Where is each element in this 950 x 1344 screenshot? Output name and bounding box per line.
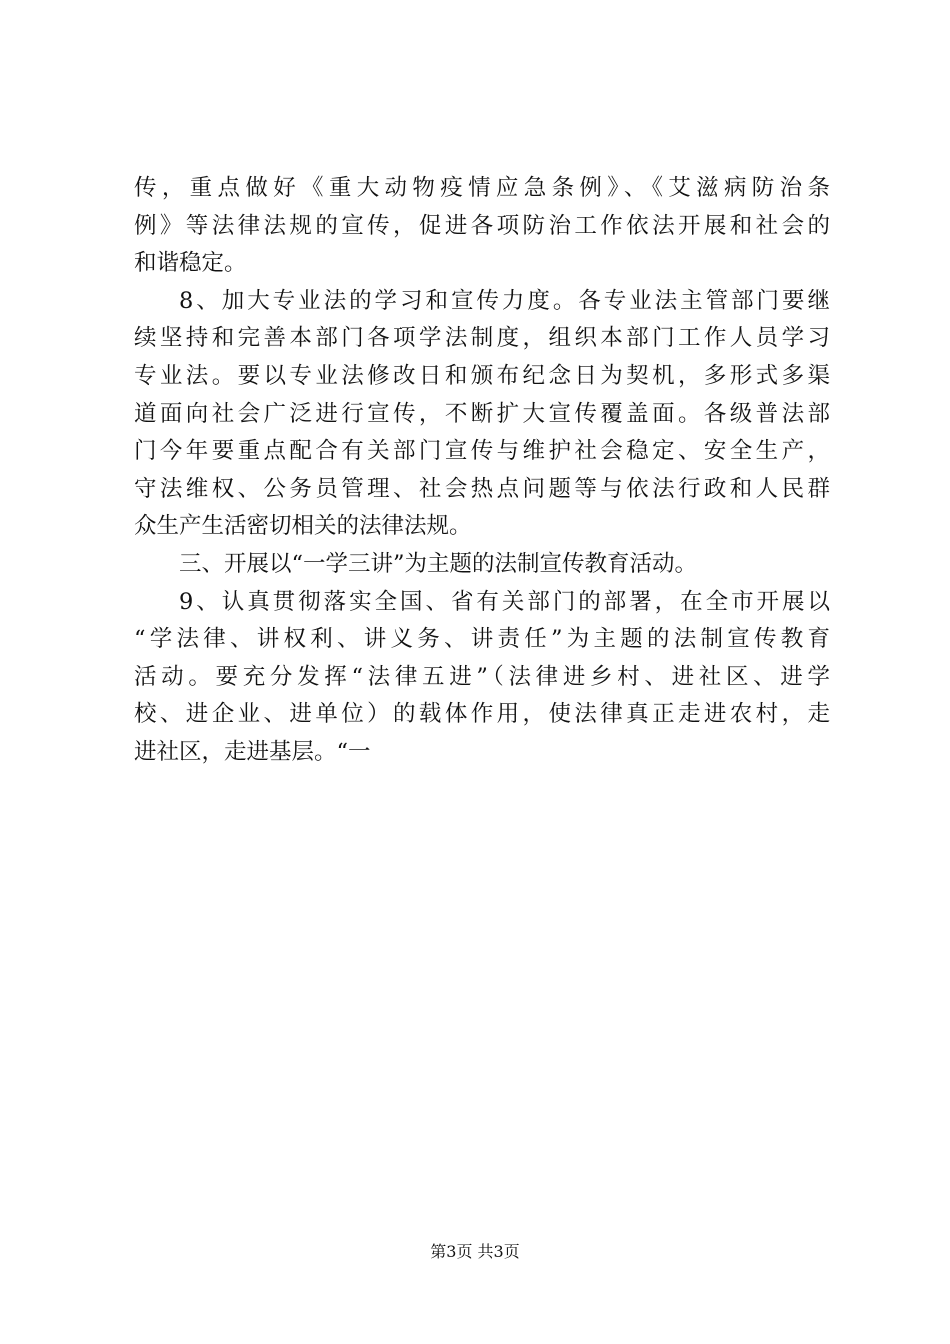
text-line: 8、加大专业法的学习和宣传力度。各专业法主管部门要继 <box>179 287 830 314</box>
text-line: 进社区，走进基层。“一 <box>134 738 371 765</box>
text-line: 专业法。要以专业法修改日和颁布纪念日为契机，多形式多渠 <box>134 362 830 389</box>
text-line: “学法律、讲权利、讲义务、讲责任”为主题的法制宣传教育 <box>134 626 830 653</box>
section-heading: 三、开展以“一学三讲”为主题的法制宣传教育活动。 <box>179 550 698 577</box>
text-line: 传，重点做好《重大动物疫情应急条例》、《艾滋病防治条 <box>134 175 830 201</box>
text-line: 和谐稳定。 <box>134 250 247 277</box>
text-line: 众生产生活密切相关的法律法规。 <box>134 513 472 540</box>
text-line: 道面向社会广泛进行宣传，不断扩大宣传覆盖面。各级普法部 <box>134 400 830 427</box>
text-line: 续坚持和完善本部门各项学法制度，组织本部门工作人员学习 <box>134 325 830 352</box>
text-line: 9、认真贯彻落实全国、省有关部门的部署，在全市开展以 <box>179 588 830 615</box>
page-footer <box>0 1241 950 1263</box>
document-body <box>134 170 830 772</box>
text-line: 门今年要重点配合有关部门宣传与维护社会稳定、安全生产， <box>134 438 830 465</box>
text-line: 活动。要充分发挥“法律五进”（法律进乡村、进社区、进学 <box>134 663 830 690</box>
text-line: 守法维权、公务员管理、社会热点问题等与依法行政和人民群 <box>134 475 830 502</box>
text-line: 校、进企业、进单位）的载体作用，使法律真正走进农村，走 <box>134 701 830 728</box>
page-number: 第3页 共3页 <box>430 1242 520 1261</box>
text-line: 例》等法律法规的宣传，促进各项防治工作依法开展和社会的 <box>134 212 830 239</box>
